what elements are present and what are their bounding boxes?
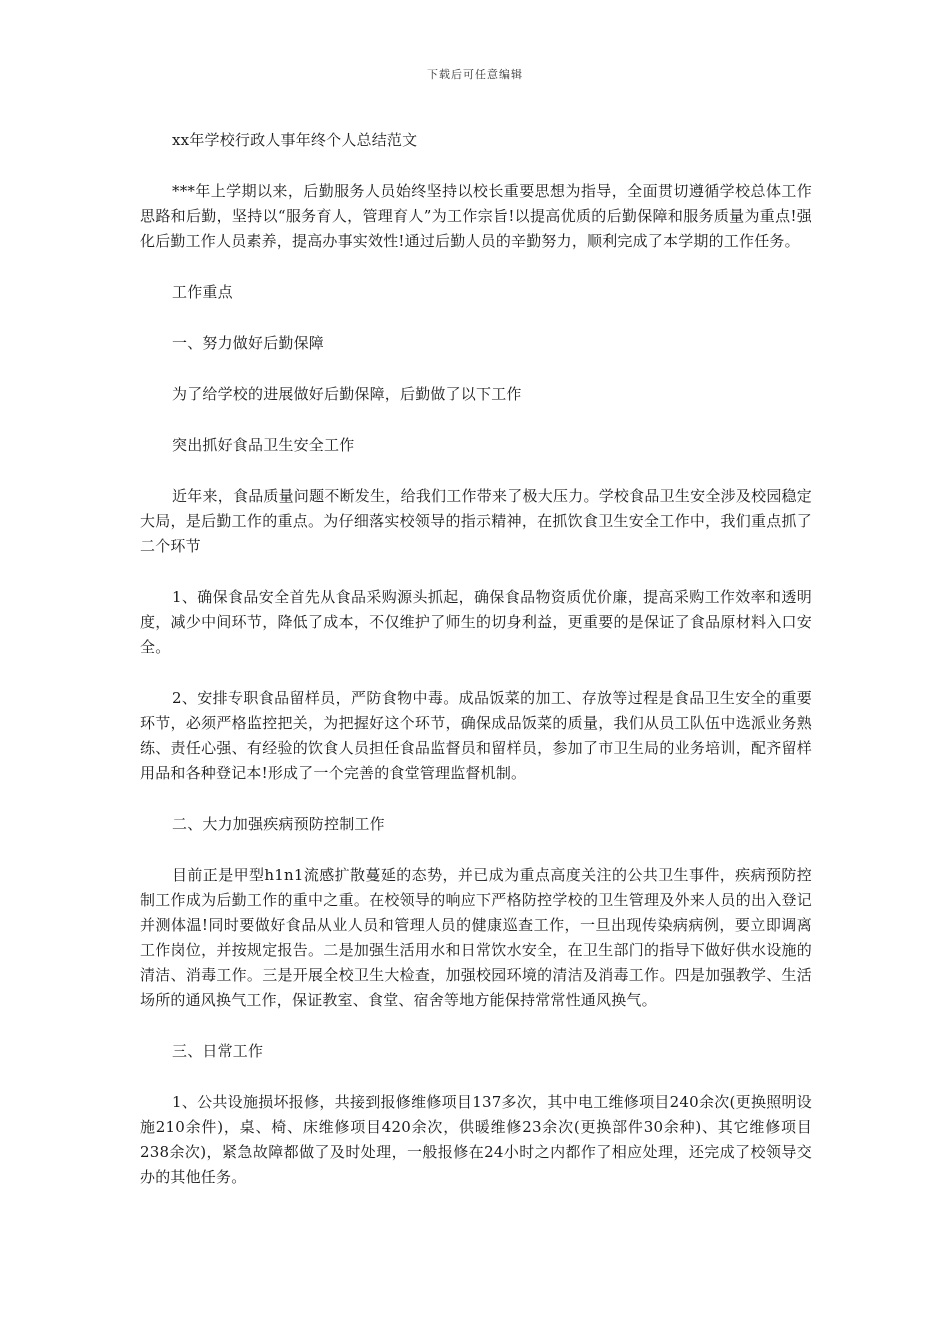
heading-section-3: 三、日常工作 <box>172 1042 264 1060</box>
document-body <box>140 128 812 1216</box>
heading-section-2: 二、大力加强疾病预防控制工作 <box>172 815 385 833</box>
paragraph-daily-item-1: 1、公共设施损坏报修，共接到报修维修项目137多次，其中电工维修项目240余次(更换照明设施210余件)，桌、椅、床维修项目420余次，供暖维修23余次(更换部件30余种)、其它维修项目238余次)，紧急故障都做了及时处理，一般报修在24小时之内都作了相应处理，还完成了校领导交办的其他任务。 <box>140 1093 812 1186</box>
page-header-note: 下载后可任意编辑 <box>427 68 523 81</box>
paragraph-item-1: 1、确保食品安全首先从食品采购源头抓起，确保食品物资质优价廉，提高采购工作效率和透明度，减少中间环节，降低了成本，不仅维护了师生的切身利益，更重要的是保证了食品原材料入口安全。 <box>140 588 812 656</box>
heading-food-safety: 突出抓好食品卫生安全工作 <box>172 436 355 454</box>
paragraph-disease-control: 目前正是甲型h1n1流感扩散蔓延的态势，并已成为重点高度关注的公共卫生事件，疾病预防控制工作成为后勤工作的重中之重。在校领导的响应下严格防控学校的卫生管理及外来人员的出入登记并测体温!同时要做好食品从业人员和管理人员的健康巡查工作，一旦出现传染病病例，要立即调离工作岗位，并按规定报告。二是加强生活用水和日常饮水安全，在卫生部门的指导下做好供水设施的清洁、消毒工作。三是开展全校卫生大检查，加强校园环境的清洁及消毒工作。四是加强教学、生活场所的通风换气工作，保证教室、食堂、宿舍等地方能保持常常性通风换气。 <box>140 866 812 1009</box>
heading-work-focus: 工作重点 <box>172 283 233 301</box>
heading-section-1: 一、努力做好后勤保障 <box>172 334 325 352</box>
paragraph-logistics-intro: 为了给学校的进展做好后勤保障，后勤做了以下工作 <box>172 385 522 403</box>
paragraph-food-safety: 近年来，食品质量问题不断发生，给我们工作带来了极大压力。学校食品卫生安全涉及校园稳定大局，是后勤工作的重点。为仔细落实校领导的指示精神，在抓饮食卫生安全工作中，我们重点抓了二个环节 <box>140 487 812 555</box>
paragraph-intro: ***年上学期以来，后勤服务人员始终坚持以校长重要思想为指导，全面贯切遵循学校总体工作思路和后勤，坚持以“服务育人，管理育人”为工作宗旨!以提高优质的后勤保障和服务质量为重点!强化后勤工作人员素养，提高办事实效性!通过后勤人员的辛勤努力，顺利完成了本学期的工作任务。 <box>140 182 812 250</box>
paragraph-item-2: 2、安排专职食品留样员，严防食物中毒。成品饭菜的加工、存放等过程是食品卫生安全的重要环节，必须严格监控把关，为把握好这个环节，确保成品饭菜的质量，我们从员工队伍中选派业务熟练、责任心强、有经验的饮食人员担任食品监督员和留样员，参加了市卫生局的业务培训，配齐留样用品和各种登记本!形成了一个完善的食堂管理监督机制。 <box>140 689 812 782</box>
document-title: xx年学校行政人事年终个人总结范文 <box>172 131 418 149</box>
